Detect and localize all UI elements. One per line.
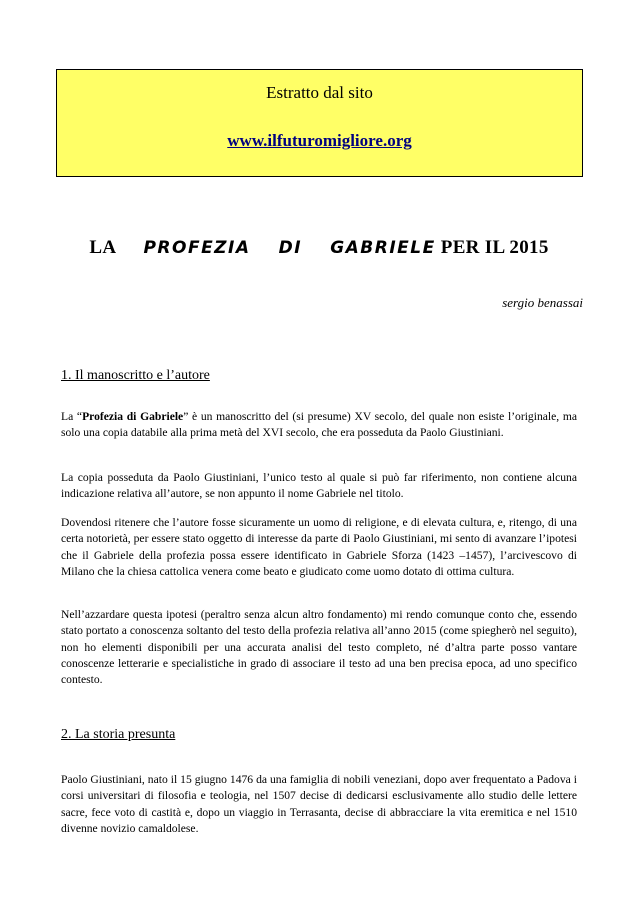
paragraph-2-1: Paolo Giustiniani, nato il 15 giugno 1476 da una famiglia di nobili veneziani, dopo aver frequentato a Padova i corsi universitari di filosofia e teologia, nel 1507 decise di dedicarsi esclusivamente allo studio delle lettere sacre, fece voto di castità e, dopo un viaggio in Terrasanta, decise di abbracciare la vita eremitica e nel 1510 divenne novizio camaldolese. <box>61 773 577 835</box>
title-di: DI <box>278 238 303 258</box>
paragraph-1-1-pre: La “ <box>61 410 83 423</box>
title-tail: PER IL 2015 <box>440 237 549 258</box>
source-link[interactable]: www.ilfuturomigliore.org <box>227 131 412 150</box>
source-caption: Estratto dal sito <box>266 83 373 102</box>
paragraph-1-4: Nell’azzardare questa ipotesi (peraltro senza alcun altro fondamento) mi rendo comunque conto che, essendo stato portato a conoscenza soltanto del testo della profezia relativa all’anno 2015 (come spiegherò nel seguito), non ho elementi disponibili per una accurata analisi del testo completo, né d’altra parte posso vantare conoscenze letterarie e specialistiche in grado di associare il testo ad una ben precisa epoca, ad uno specifico contesto. <box>61 608 577 687</box>
author-name: sergio benassai <box>502 295 583 310</box>
source-box <box>56 69 583 177</box>
paragraph-1-1-bold: Profezia di Gabriele <box>82 410 184 423</box>
title-gabriele: GABRIELE <box>330 238 436 258</box>
section-heading-1: 1. Il manoscritto e l’autore <box>61 368 210 383</box>
title-profezia: PROFEZIA <box>143 238 251 258</box>
paragraph-1-1-post: ” è un manoscritto del (si presume) XV secolo, del quale non esiste l’originale, ma solo una copia databile alla prima metà del XVI secolo, che era posseduta da Paolo Giustiniani. <box>61 410 577 440</box>
paragraph-1-3: Dovendosi ritenere che l’autore fosse sicuramente un uomo di religione, e di elevata cultura, e, ritengo, di una certa notorietà, per essere stato oggetto di interesse da parte di Paolo Giustiniani, mi sento di avanzare l’ipotesi che il Gabriele della profezia possa essere identificato in Gabriele Sforza (1423 –1457), l’arcivescovo di Milano che la chiesa cattolica venera come beato e giudicato come uomo dotato di ottima cultura. <box>61 516 577 578</box>
paragraph-1-2: La copia posseduta da Paolo Giustiniani, l’unico testo al quale si può far riferimento, non contiene alcuna indicazione relativa all’autore, se non appunto il nome Gabriele nel titolo. <box>61 471 577 501</box>
title-la: LA <box>89 237 116 258</box>
section-heading-2: 2. La storia presunta <box>61 727 176 742</box>
document-title <box>0 237 638 259</box>
paragraph-1-1 <box>61 409 577 442</box>
